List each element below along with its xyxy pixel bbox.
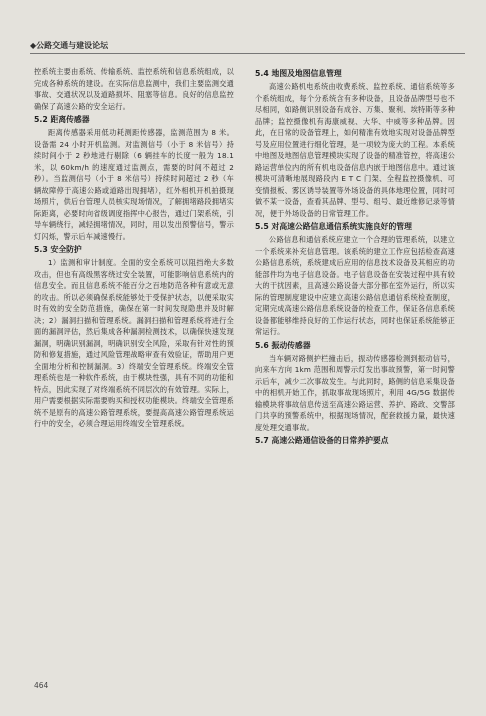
- running-header: ◆公路交通与建设论坛: [30, 41, 109, 50]
- header-rule: [30, 53, 465, 54]
- paragraph: 控系统主要由系统、传输系统、监控系统和信息系统组成，以完成各种系统的建设。在实际信息监测中，我们主要监测交通事故、交通状况以及道路损坏、阻塞等信息。良好的信息监控确保了高速公路的安全运行。: [34, 67, 234, 111]
- paragraph: 公路信息和通信系统应建立一个合理的管理系统，以建立一个系统来补充信息管理。该系统的建立工作应包括检查高速公路信息系统，系统建成后应用的信息技术设备及其相应的功能部件均为电子信息设备。电子信息设备在安装过程中具有较大的干扰因素，且高速公路设备大部分都在室外运行，所以实际的管理制度建设中应建立高速公路信息通信系统检查制度，定期完成高速公路信息系统设备的检查工作，保证各信息系统设备都能够维持良好的工作运行状态，同时也保证系统能够正常运行。: [255, 235, 455, 336]
- paragraph: 当车辆对路侧护栏撞击后，振动传感器检测到振动信号，向来车方向 1km 范围和周警示灯发出事故预警，第一时间警示后车，减少二次事故发生。与此同时，路侧的信息采集设备中的相机开始工作，抓取事故现场照片，利用 4G/5G 数据传输模块将事故信息传送至高速公路运营、养护、路政、交警部门共享的预警系统中，根据现场情况，配套救援力量，最快速度处理交通事故。: [255, 353, 455, 432]
- section-heading: 5.2 距离传感器: [34, 115, 90, 124]
- page-number: 464: [34, 681, 49, 690]
- section-heading: 5.6 振动传感器: [255, 340, 311, 350]
- paragraph: 高速公路机电系统由收费系统、监控系统、通信系统等多个系统组成，每个分系统含有多种设备，且设备品牌型号也不尽相同，如路侧识别设备有成谷、万集、聚利、埃特斯等多种品牌；监控摄像机有海康威视、大华、中威等多种品牌。因此，在日常的设备管理上，如何精准有效地实现对设备品牌型号及应用位置进行细化管理，是一项较为庞大的工程。本系统中地图及地图信息管理模块实现了设备的精准管控，将高速公路运营单位内的所有机电设备信息内嵌于地图信息中。通过该模块可清晰地展现路段内 E T C 门架、全程监控摄像机、可变情报板、雾区诱导装置等外场设备的具体地理位置，同时可做不某一设备，查看其品牌、型号、组号、最近维修记录等情况，便于外场设备的日常管理工作。: [255, 82, 455, 218]
- paragraph: 1）监测和审计制度。全面的安全系统可以阻挡绝大多数攻击，但也有高级黑客绕过安全装置，可能影响信息系统内的信息安全。而且信息系统不能百分之百地防范各种有意或无意的攻击。所以必须确保系统能够处于受保护状态，以便采取实时有效的安全防范措施，确保在第一时间发现隐患并及时解决；2）漏洞扫描和管理系统。漏洞扫描和管理系统将进行全面的漏洞评估，然后集成各种漏洞检测技术，以确保快速发现漏洞，明确识别漏洞，明确识别安全风险，采取有针对性的预防和修复措施，通过风险管理战略审查有效验证，帮助用户更全面地分析和控制漏洞。3）终端安全管理系统。终端安全管理系统也是一种软件系统，由于模块性强，具有不同的功能和特点，因此实现了对终端系统不同层次的有效管理。实际上，用户需要根据实际需要购买和授权功能模块。终端安全管理系统不是原有的高速公路管理系统，要提高高速公路管理系统运行中的安全，必须合理运用终端安全管理系统。: [34, 258, 234, 428]
- paragraph: 距离传感器采用低功耗测距传感器，监测范围为 8 米。设备需 24 小时开机监测。对监测信号（小于 8 米信号）持续时间小于 2 秒地进行剔除（6 辆挂车的长度一般为 18.1 米，以 60km/h 的速度通过监测点，需要的时间不超过 2 秒）。当监测信号（小于 8 米信号）持续时间超过 2 秒（车辆故障停于高速公路或道路出现拥堵），红外相机开机拍摄现场照片，供后台管理人员核实现场情况，了解拥堵路段拥堵实际距离，必要时向省级调度指挥中心报告，通过门架系统，引导车辆绕行，减轻拥堵情况，同时，用以发出预警信号，警示灯闪烁，警示后车减速慢行。: [34, 128, 234, 241]
- left-column: [34, 66, 234, 430]
- right-column: [255, 66, 455, 448]
- section-heading: 5.5 对高速公路信息通信系统实施良好的管理: [255, 222, 412, 231]
- section-heading: 5.4 地图及地图信息管理: [255, 69, 342, 78]
- section-heading: 5.7 高速公路通信设备的日常养护要点: [255, 436, 389, 445]
- section-heading: 5.3 安全防护: [34, 245, 82, 254]
